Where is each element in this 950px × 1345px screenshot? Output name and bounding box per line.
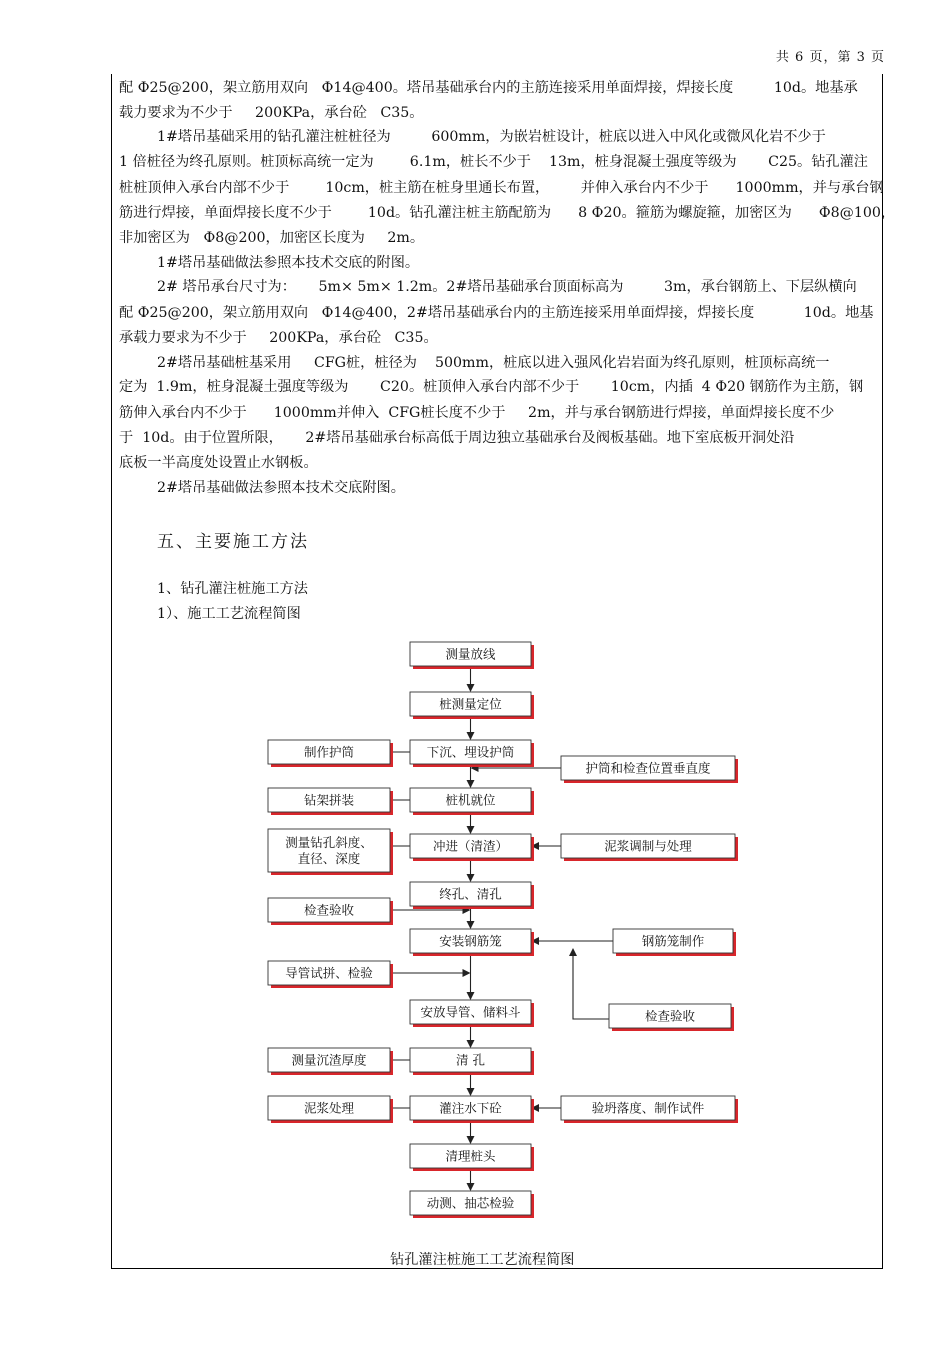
flow-connector	[573, 949, 609, 1019]
main-step-5-label: 冲进（清渣）	[432, 838, 509, 854]
para-line: 配 Ф25@200，架立筋用双向 Ф14@400。塔吊基础承台内的主筋连接采用单面焊接，焊接长度 10d。地基承	[119, 80, 858, 96]
main-step-12	[410, 1191, 534, 1218]
para-line: 筋伸入承台内不少于 1000mm并伸入 CFG桩长度不少于 2m，并与承台钢筋进行焊接，单面焊接长度不少	[119, 405, 835, 421]
main-step-11	[410, 1144, 534, 1171]
main-step-8-label: 安放导管、储料斗	[420, 1004, 521, 1020]
right-box-casing-verticality-label: 护筒和检查位置垂直度	[585, 760, 711, 776]
main-step-6-label: 终孔、清孔	[439, 886, 502, 902]
main-step-5	[410, 834, 534, 861]
para-line: 于 10d。由于位置所限， 2#塔吊基础承台标高低于周边独立基础承台及阀板基础。地下室底板开洞处沿	[119, 430, 795, 446]
para-line: 1 倍桩径为终孔原则。桩顶标高统一定为 6.1m，桩长不少于 13m，桩身混凝土强度等级为 C25。钻孔灌注	[119, 154, 868, 170]
left-box-slurry-treatment	[268, 1096, 393, 1123]
para-line: 桩桩顶伸入承台内部不少于 10cm，桩主筋在桩身里通长布置， 并伸入承台内不少于 1000mm，并与承台钢	[119, 180, 884, 196]
subsubsection-heading: 1）、施工工艺流程简图	[157, 606, 301, 622]
main-step-4-label: 桩机就位	[445, 792, 496, 808]
right-box-casing-verticality	[561, 756, 738, 783]
left-box-make-casing-label: 制作护筒	[303, 744, 355, 760]
page-indicator: 共 6 页，第 3 页	[775, 50, 885, 65]
left-box-measure-hole	[268, 829, 393, 875]
main-step-10-label: 灌注水下砼	[439, 1100, 502, 1116]
para-line: 2#塔吊基础做法参照本技术交底附图。	[157, 480, 405, 496]
section-heading: 五、主要施工方法	[157, 532, 309, 552]
main-step-3	[410, 740, 534, 767]
left-box-sediment	[268, 1048, 393, 1075]
main-step-7	[410, 929, 534, 956]
main-step-11-label: 清理桩头	[445, 1148, 496, 1164]
para-line: 非加密区为 Ф8@200，加密区长度为 2m。	[119, 230, 425, 246]
left-box-measure-hole-label: 测量钻孔斜度、	[285, 835, 373, 850]
left-box-make-casing	[268, 740, 393, 767]
main-step-9-label: 清 孔	[456, 1052, 485, 1068]
right-box-cage-fabrication-label: 钢筋笼制作	[641, 933, 705, 949]
right-box-slump-test-label: 验坍落度、制作试件	[591, 1100, 705, 1116]
right-box-slurry-prep-label: 泥浆调制与处理	[604, 838, 692, 854]
para-line: 筋进行焊接，单面焊接长度不少于 10d。钻孔灌注桩主筋配筋为 8 Ф20。箍筋为螺旋箍，加密区为 Ф8@100，	[119, 205, 896, 221]
para-line: 配 Ф25@200，架立筋用双向 Ф14@400，2#塔吊基础承台内的主筋连接采用单面焊接，焊接长度 10d。地基	[119, 305, 874, 321]
main-step-1-label: 测量放线	[445, 646, 496, 662]
left-box-sediment-label: 测量沉渣厚度	[291, 1052, 367, 1068]
left-box-inspection-label: 检查验收	[303, 902, 355, 918]
para-line: 底板一半高度处设置止水钢板。	[119, 455, 318, 471]
left-box-rig-assembly	[268, 788, 393, 815]
right-box-inspection-label: 检查验收	[644, 1008, 696, 1024]
flowchart-caption: 钻孔灌注桩施工工艺流程简图	[390, 1252, 575, 1268]
left-box-tremie-test	[268, 961, 393, 988]
left-box-measure-hole-label: 直径、深度	[297, 851, 361, 866]
right-box-slurry-prep	[561, 834, 738, 861]
subsection-heading: 1、钻孔灌注桩施工方法	[157, 581, 308, 597]
para-line: 2# 塔吊承台尺寸为： 5m× 5m× 1.2m。2#塔吊基础承台顶面标高为 3m，承台钢筋上、下层纵横向	[157, 279, 857, 295]
para-line: 2#塔吊基础桩基采用 CFG桩，桩径为 500mm，桩底以进入强风化岩岩面为终孔原则，桩顶标高统一	[157, 355, 830, 371]
main-step-4	[410, 788, 534, 815]
left-box-tremie-test-label: 导管试拼、检验	[285, 965, 373, 981]
para-line: 1#塔吊基础做法参照本技术交底的附图。	[157, 255, 420, 271]
main-step-3-label: 下沉、埋设护筒	[426, 744, 515, 760]
left-box-inspection	[268, 898, 393, 925]
main-step-12-label: 动测、抽芯检验	[426, 1195, 515, 1211]
para-line: 承载力要求为不少于 200KPa，承台砼 C35。	[119, 330, 438, 346]
main-step-6	[410, 882, 534, 909]
main-step-8	[410, 1000, 534, 1027]
para-line: 载力要求为不少于 200KPa，承台砼 C35。	[119, 105, 424, 121]
right-box-inspection	[609, 1004, 734, 1031]
right-box-cage-fabrication	[613, 929, 736, 956]
left-box-slurry-treatment-label: 泥浆处理	[303, 1100, 355, 1116]
main-step-1	[410, 642, 534, 669]
main-step-10	[410, 1096, 534, 1123]
right-box-slump-test	[561, 1096, 738, 1123]
main-step-9	[410, 1048, 534, 1075]
para-line: 定为 1.9m，桩身混凝土强度等级为 C20。桩顶伸入承台内部不少于 10cm，内插 4 Ф20 钢筋作为主筋，钢	[119, 379, 864, 395]
main-step-7-label: 安装钢筋笼	[439, 933, 502, 949]
para-line: 1#塔吊基础采用的钻孔灌注桩桩径为 600mm，为嵌岩桩设计，桩底以进入中风化或微风化岩不少于	[157, 129, 826, 145]
main-step-2-label: 桩测量定位	[439, 696, 502, 712]
left-box-rig-assembly-label: 钻架拼装	[303, 792, 355, 808]
main-step-2	[410, 692, 534, 719]
